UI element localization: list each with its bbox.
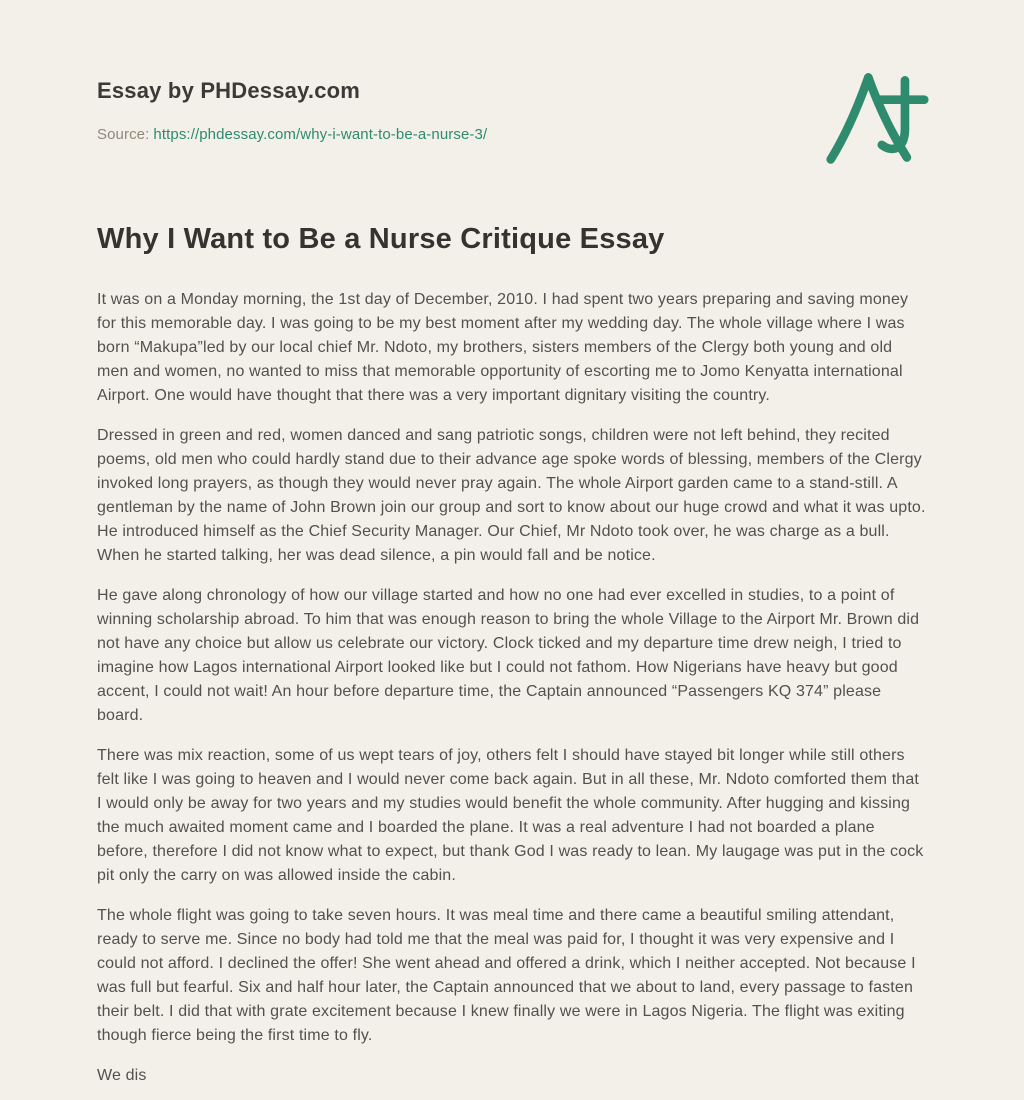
essay-paragraph: Dressed in green and red, women danced and sang patriotic songs, children were not left behind, they recited poems, old men who could hardly stand due to their advance age spoke words of blessing, members of the Clergy invoked long prayers, as though they would never pray again. The whole Airport garden came to a stand-still. A gentleman by the name of John Brown join our group and sort to know about our huge crowd and what it was upto. He introduced himself as the Chief Security Manager. Our Chief, Mr Ndoto took over, he was charge as a bull. When he started talking, her was dead silence, a pin would fall and be notice.: [97, 427, 926, 564]
essay-paragraph: He gave along chronology of how our village started and how no one had ever excelled in studies, to a point of winning scholarship abroad. To him that was enough reason to bring the whole Village to the Airport Mr. Brown did not have any choice but allow us celebrate our victory. Clock ticked and my departure time drew neigh, I tried to imagine how Lagos international Airport looked like but I could not fathom. How Nigerians have heavy but good accent, I could not wait! An hour before departure time, the Captain announced “Passengers KQ 374” please board.: [97, 587, 920, 724]
essay-paragraph: The whole flight was going to take seven hours. It was meal time and there came a beautiful smiling attendant, ready to serve me. Since no body had told me that the meal was paid for, I thought it was very expensive and I could not afford. I declined the offer! She went ahead and offered a drink, which I neither accepted. Not because I was full but fearful. Six and half hour later, the Captain announced that we about to land, every passage to fasten their belt. I did that with grate excitement because I knew finally we were in Lagos Nigeria. The flight was exiting though fierce being the first time to fly.: [97, 907, 916, 1044]
source-link[interactable]: https://phdessay.com/why-i-want-to-be-a-nurse-3/: [153, 126, 488, 143]
phdessay-logo: [824, 70, 930, 164]
essay-paragraph: We dis: [97, 1067, 147, 1084]
byline: Essay by PHDessay.com: [97, 78, 361, 103]
source-label: Source:: [97, 126, 150, 143]
page-header: [97, 0, 927, 143]
essay-paragraph: It was on a Monday morning, the 1st day of December, 2010. I had spent two years preparing and saving money for this memorable day. I was going to be my best moment after my wedding day. The whole village where I was born “Makupa”led by our local chief Mr. Ndoto, my brothers, sisters members of the Clergy both young and old men and women, no wanted to miss that memorable opportunity of escorting me to Jomo Kenyatta international Airport. One would have thought that there was a very important dignitary visiting the country.: [97, 291, 909, 404]
essay-body: [97, 288, 927, 1088]
source-line: [97, 126, 927, 143]
a-plus-logo-icon: [824, 70, 930, 164]
essay-title: Why I Want to Be a Nurse Critique Essay: [97, 223, 665, 255]
essay-paragraph: There was mix reaction, some of us wept tears of joy, others felt I should have stayed bit longer while still others felt like I was going to heaven and I would never come back again. But in all these, Mr. Ndoto comforted them that I would only be away for two years and my studies would benefit the whole community. After hugging and kissing the much awaited moment came and I boarded the plane. It was a real adventure I had not boarded a plane before, therefore I did not know what to expect, but thank God I was ready to lean. My laugage was put in the cock pit only the carry on was allowed inside the cabin.: [97, 747, 924, 884]
